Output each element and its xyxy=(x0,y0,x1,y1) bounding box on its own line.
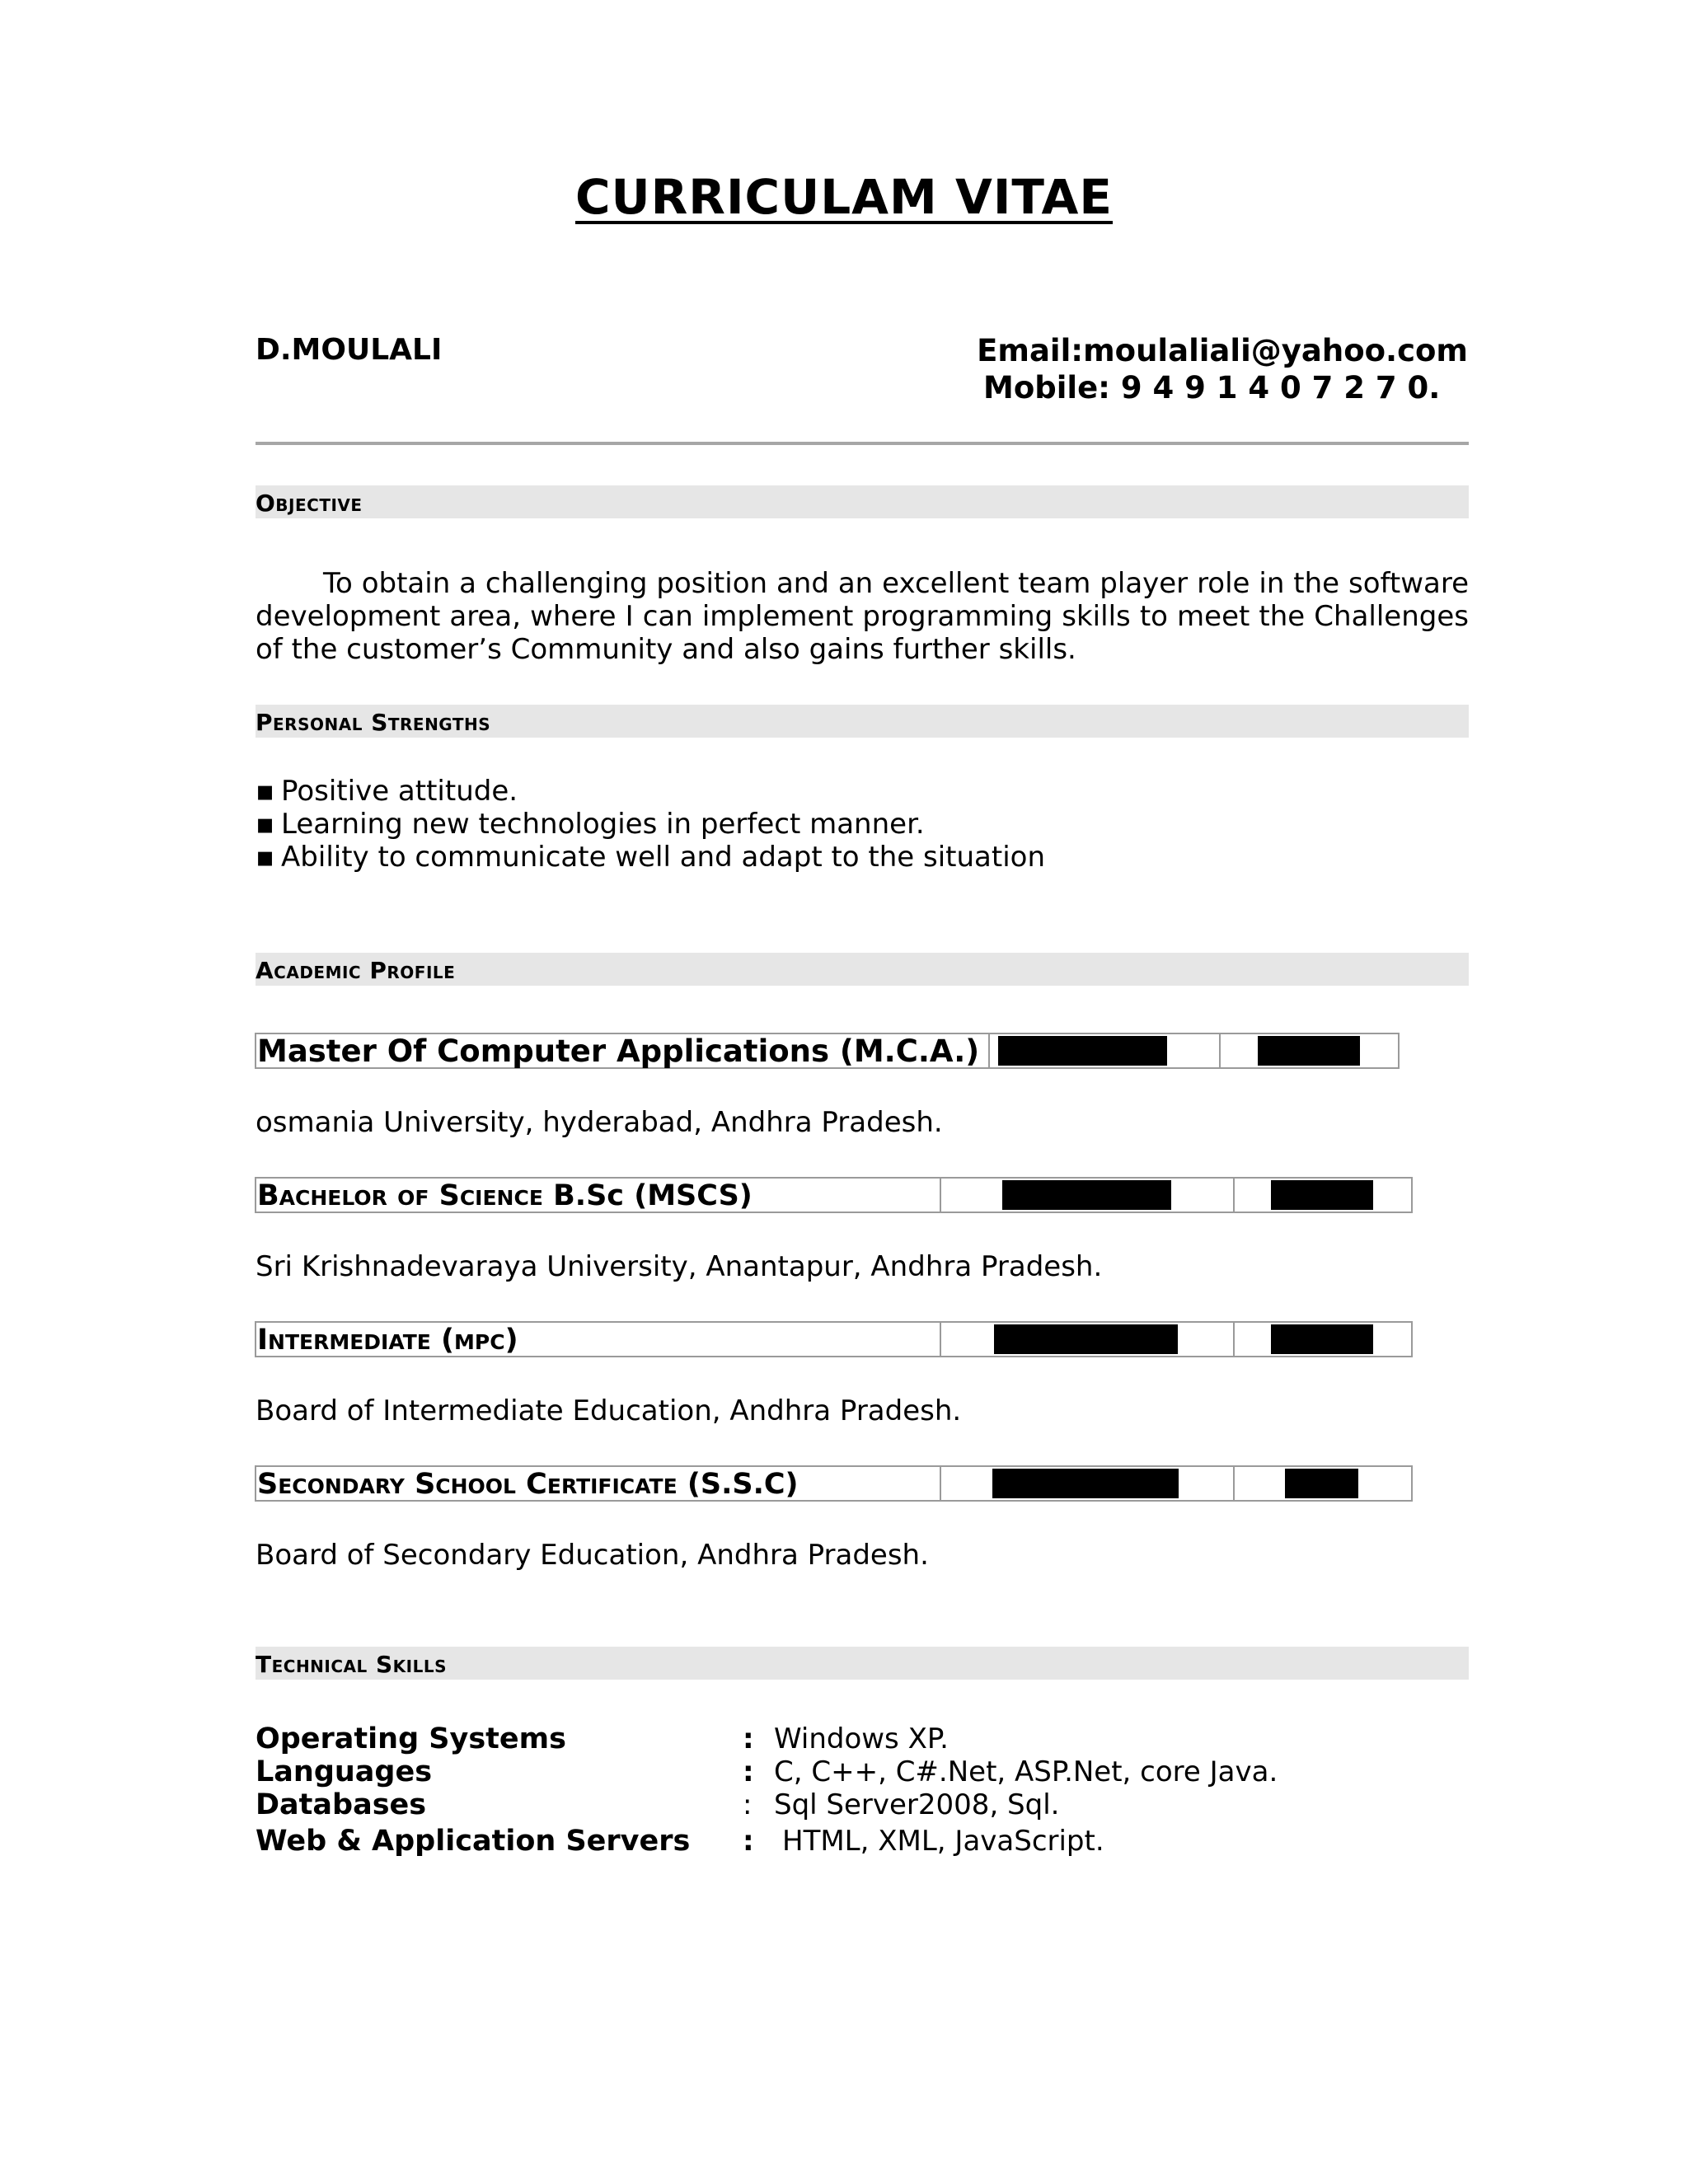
skill-separator: : xyxy=(743,1825,754,1858)
redacted-block xyxy=(1285,1469,1358,1498)
skill-separator: : xyxy=(743,1755,754,1788)
institution: Board of Intermediate Education, Andhra Pradesh. xyxy=(256,1394,962,1427)
degree-title-main: Intermediate xyxy=(257,1324,431,1357)
skill-value: Windows XP. xyxy=(774,1722,949,1755)
mobile-number: Mobile: 9 4 9 1 4 0 7 2 7 0. xyxy=(983,370,1441,405)
redacted-block xyxy=(1271,1180,1373,1210)
redacted-block xyxy=(992,1469,1179,1498)
skill-separator: : xyxy=(743,1788,753,1821)
list-item: ▪ Learning new technologies in perfect manner. xyxy=(256,808,1045,841)
skill-label: Operating Systems xyxy=(256,1722,566,1755)
degree-row-mca xyxy=(255,1033,1400,1069)
section-heading-label: Personal Strengths xyxy=(256,709,491,736)
skill-value: Sql Server2008, Sql. xyxy=(774,1788,1060,1821)
strengths-list xyxy=(256,775,1045,874)
degree-title-main: Bachelor of Science xyxy=(257,1179,543,1212)
section-heading-strengths xyxy=(256,705,1469,738)
skill-separator: : xyxy=(743,1722,754,1755)
skill-label: Databases xyxy=(256,1788,427,1821)
degree-title-suffix: B.Sc (MSCS) xyxy=(542,1179,753,1212)
section-heading-label: Academic Profile xyxy=(256,957,456,984)
redacted-block xyxy=(1258,1036,1360,1066)
section-heading-label: Technical Skills xyxy=(256,1651,448,1678)
redacted-block xyxy=(998,1036,1167,1066)
degree-row-bsc xyxy=(255,1177,1413,1213)
skill-label: Web & Application Servers xyxy=(256,1825,691,1858)
skill-value: C, C++, C#.Net, ASP.Net, core Java. xyxy=(774,1755,1278,1788)
degree-title xyxy=(257,1323,518,1357)
email: Email:moulaliali@yahoo.com xyxy=(977,333,1468,368)
redacted-block xyxy=(1271,1324,1373,1354)
degree-title-main: Secondary School Certificate xyxy=(257,1468,678,1501)
degree-row-ssc xyxy=(255,1465,1413,1502)
section-heading-technical-skills xyxy=(256,1647,1469,1680)
header-divider xyxy=(256,442,1469,445)
section-heading-label: Objective xyxy=(256,490,363,517)
redacted-block xyxy=(994,1324,1178,1354)
list-item: ▪ Ability to communicate well and adapt to the situation xyxy=(256,841,1045,874)
list-item: ▪ Positive attitude. xyxy=(256,775,1045,808)
candidate-name: D.MOULALI xyxy=(256,333,443,367)
degree-row-intermediate xyxy=(255,1321,1413,1357)
degree-title-suffix: (mpc) xyxy=(430,1324,518,1357)
section-heading-academic xyxy=(256,953,1469,986)
institution: osmania University, hyderabad, Andhra Pradesh. xyxy=(256,1106,943,1139)
redacted-block xyxy=(1002,1180,1171,1210)
degree-title-suffix: (S.S.C) xyxy=(677,1468,799,1501)
degree-title xyxy=(257,1467,799,1502)
skill-label: Languages xyxy=(256,1755,433,1788)
institution: Board of Secondary Education, Andhra Pradesh. xyxy=(256,1539,929,1572)
degree-title xyxy=(257,1179,753,1213)
institution: Sri Krishnadevaraya University, Anantapur, Andhra Pradesh. xyxy=(256,1250,1103,1283)
page-title: CURRICULAM VITAE xyxy=(574,169,1114,225)
degree-title: Master Of Computer Applications (M.C.A.) xyxy=(257,1033,980,1069)
section-heading-objective xyxy=(256,485,1469,518)
objective-text: To obtain a challenging position and an excellent team player role in the software development area, where I can implement programming skills to meet the Challenges of the customer’s Community and also gains further skills. xyxy=(256,567,1469,666)
skill-value: HTML, XML, JavaScript. xyxy=(782,1825,1104,1858)
